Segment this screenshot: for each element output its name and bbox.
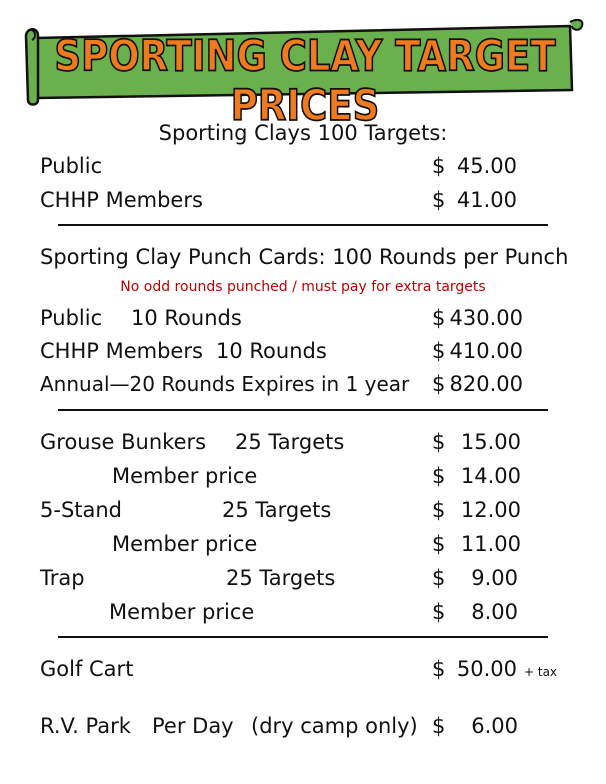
title-banner xyxy=(22,16,588,131)
punch-public-label: Public xyxy=(40,306,103,330)
punch-public-amount: 430.00 xyxy=(449,306,523,330)
trap-label: Trap xyxy=(40,566,85,590)
rv-park-note: (dry camp only) xyxy=(251,714,418,738)
clays-members-dollar: $ xyxy=(432,188,446,212)
fivestand-member-dollar: $ xyxy=(432,532,446,556)
rv-park-dollar: $ xyxy=(432,714,446,738)
rv-park-label: R.V. Park xyxy=(40,714,131,738)
clays-members-label: CHHP Members xyxy=(40,188,203,212)
punch-members-label: CHHP Members xyxy=(40,339,203,363)
trap-member-label: Member price xyxy=(109,600,255,624)
rv-park-detail: Per Day xyxy=(152,714,234,738)
grouse-member-dollar: $ xyxy=(432,464,446,488)
banner-title: SPORTING CLAY TARGET PRICES xyxy=(54,31,556,131)
golf-cart-label: Golf Cart xyxy=(40,657,134,681)
grouse-detail: 25 Targets xyxy=(235,430,345,454)
grouse-amount: 15.00 xyxy=(460,430,521,454)
golf-cart-amount: 50.00 xyxy=(456,657,517,681)
clays-public-label: Public xyxy=(40,154,103,178)
punch-annual-amount: 820.00 xyxy=(449,372,523,396)
punch-public-dollar: $ xyxy=(432,306,446,330)
punch-members-amount: 410.00 xyxy=(449,339,523,363)
clays-heading: Sporting Clays 100 Targets: xyxy=(158,121,448,145)
grouse-label: Grouse Bunkers xyxy=(40,430,207,454)
punch-annual-dollar: $ xyxy=(432,372,446,396)
trap-member-dollar: $ xyxy=(432,600,446,624)
golf-cart-dollar: $ xyxy=(432,657,446,681)
divider xyxy=(58,224,548,226)
punch-public-detail: 10 Rounds xyxy=(131,306,242,330)
trap-member-amount: 8.00 xyxy=(471,600,518,624)
fivestand-member-label: Member price xyxy=(112,532,258,556)
trap-amount: 9.00 xyxy=(471,566,518,590)
rv-park-amount: 6.00 xyxy=(471,714,518,738)
golf-cart-tax: + tax xyxy=(524,665,558,679)
clays-members-amount: 41.00 xyxy=(456,188,517,212)
trap-detail: 25 Targets xyxy=(226,566,336,590)
punch-annual-label: Annual—20 Rounds Expires in 1 year xyxy=(40,372,410,396)
grouse-member-label: Member price xyxy=(112,464,258,488)
grouse-dollar: $ xyxy=(432,430,446,454)
divider xyxy=(58,636,548,638)
fivestand-detail: 25 Targets xyxy=(222,498,332,522)
grouse-member-amount: 14.00 xyxy=(460,464,521,488)
fivestand-label: 5-Stand xyxy=(40,498,123,522)
punch-members-detail: 10 Rounds xyxy=(216,339,327,363)
clays-public-amount: 45.00 xyxy=(456,154,517,178)
fivestand-dollar: $ xyxy=(432,498,446,522)
punch-note: No odd rounds punched / must pay for extra targets xyxy=(120,279,486,295)
fivestand-amount: 12.00 xyxy=(460,498,521,522)
trap-dollar: $ xyxy=(432,566,446,590)
clays-public-dollar: $ xyxy=(432,154,446,178)
divider xyxy=(58,409,548,411)
punch-heading: Sporting Clay Punch Cards: 100 Rounds per Punch xyxy=(40,245,569,269)
punch-members-dollar: $ xyxy=(432,339,446,363)
fivestand-member-amount: 11.00 xyxy=(460,532,521,556)
